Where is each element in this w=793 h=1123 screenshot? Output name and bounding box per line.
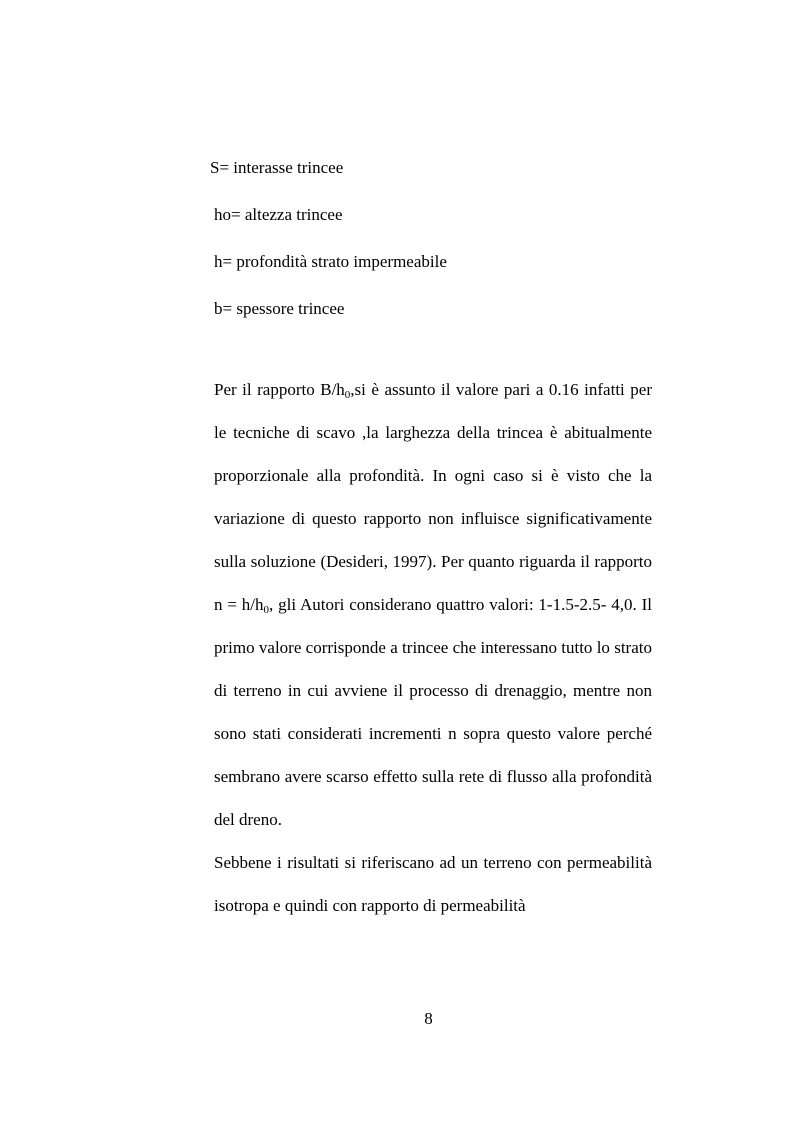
definition-thickness: b= spessore trincee <box>214 299 345 318</box>
definition-height: ho= altezza trincee <box>214 205 343 224</box>
definition-spacing: S= interasse trincee <box>210 158 344 177</box>
subscript-zero: 0 <box>344 389 351 401</box>
subscript-zero: 0 <box>263 604 270 616</box>
paragraph-1-part-1: Per il rapporto B/h <box>214 380 345 399</box>
page-number: 8 <box>424 1009 433 1028</box>
paragraph-1-part-3: , gli Autori considerano quattro valori: 1-1.5-2.5- 4,0. Il primo valore corrisponde a trincee che interessano tutto lo strato di terreno in cui avviene il processo di drenaggio, mentre non sono stati considerati incrementi n sopra questo valore perché sembrano avere scarso effetto sulla rete di flusso alla profondità del dreno. <box>214 595 652 829</box>
paragraph-1-part-2: ,si è assunto il valore pari a 0.16 infatti per le tecniche di scavo ,la larghezza della trincea è abitualmente proporzionale alla profondità. In ogni caso si è visto che la variazione di questo rapporto non influisce significativamente sulla soluzione (Desideri, 1997). Per quanto riguarda il rapporto n = h/h <box>214 380 652 614</box>
paragraph-1 <box>214 368 652 841</box>
definitions-list <box>210 144 447 332</box>
definition-depth: h= profondità strato impermeabile <box>214 252 447 271</box>
body-text <box>214 368 652 927</box>
paragraph-2: Sebbene i risultati si riferiscano ad un terreno con permeabilità isotropa e quindi con rapporto di permeabilità <box>214 853 652 915</box>
